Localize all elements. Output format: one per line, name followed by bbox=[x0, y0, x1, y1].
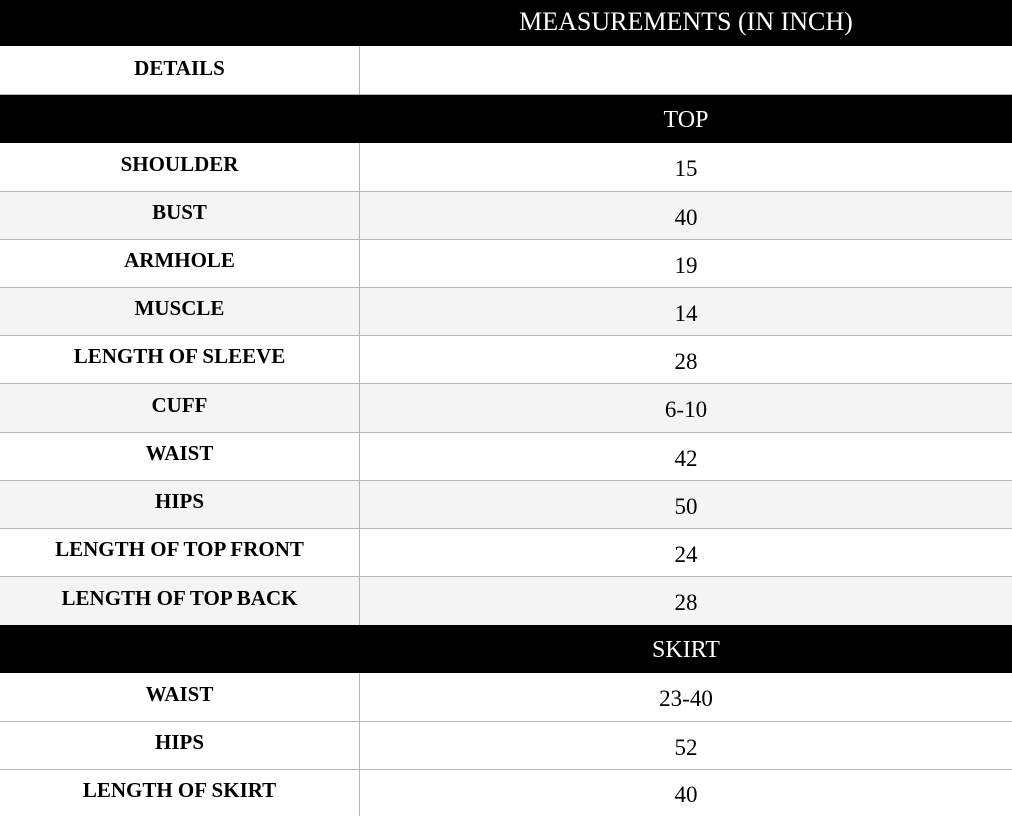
measure-value: 15 bbox=[674, 156, 698, 181]
measure-name: HIPS bbox=[0, 722, 360, 769]
measure-name: BUST bbox=[0, 192, 360, 239]
details-label: DETAILS bbox=[0, 46, 360, 94]
section-skirt-left-cell bbox=[0, 625, 360, 673]
measure-name: HIPS bbox=[0, 481, 360, 528]
table-row bbox=[0, 529, 1012, 577]
table-row bbox=[0, 433, 1012, 481]
table-row bbox=[0, 240, 1012, 288]
measure-name: MUSCLE bbox=[0, 288, 360, 335]
table-row bbox=[0, 481, 1012, 529]
measure-name: LENGTH OF TOP FRONT bbox=[0, 529, 360, 576]
table-row bbox=[0, 722, 1012, 770]
table-row bbox=[0, 288, 1012, 336]
section-skirt-label: SKIRT bbox=[652, 636, 720, 663]
table-row bbox=[0, 577, 1012, 625]
measure-name: CUFF bbox=[0, 384, 360, 432]
measure-value: 42 bbox=[674, 445, 698, 471]
section-top-label: TOP bbox=[663, 106, 709, 133]
table-row bbox=[0, 770, 1012, 816]
measure-value: 40 bbox=[674, 782, 698, 807]
measure-value: 52 bbox=[674, 734, 698, 760]
table-row bbox=[0, 336, 1012, 384]
measure-name: SHOULDER bbox=[0, 143, 360, 191]
table-row bbox=[0, 192, 1012, 240]
title-left-cell bbox=[0, 0, 360, 46]
table-row bbox=[0, 384, 1012, 433]
table-row bbox=[0, 673, 1012, 722]
section-header-top bbox=[0, 95, 1012, 143]
table-title: MEASUREMENTS (IN INCH) bbox=[519, 7, 853, 36]
measure-value: 24 bbox=[674, 541, 698, 567]
measure-name: LENGTH OF SKIRT bbox=[0, 770, 360, 816]
measure-name: WAIST bbox=[0, 433, 360, 480]
section-header-skirt bbox=[0, 625, 1012, 673]
measure-value: 28 bbox=[674, 348, 698, 374]
measure-value: 50 bbox=[674, 493, 698, 519]
details-row bbox=[0, 46, 1012, 95]
measure-name: LENGTH OF TOP BACK bbox=[0, 577, 360, 625]
measure-name: LENGTH OF SLEEVE bbox=[0, 336, 360, 383]
measure-value: 6-10 bbox=[664, 397, 708, 422]
measure-value: 14 bbox=[674, 300, 698, 326]
measure-value: 19 bbox=[674, 252, 698, 278]
measure-name: ARMHOLE bbox=[0, 240, 360, 287]
section-top-left-cell bbox=[0, 95, 360, 143]
measure-value: 40 bbox=[674, 204, 698, 230]
measure-name: WAIST bbox=[0, 673, 360, 721]
measure-value: 28 bbox=[674, 590, 698, 615]
measure-value: 23-40 bbox=[659, 686, 713, 711]
table-row bbox=[0, 143, 1012, 192]
table-title-row bbox=[0, 0, 1012, 46]
details-value bbox=[360, 46, 1012, 94]
